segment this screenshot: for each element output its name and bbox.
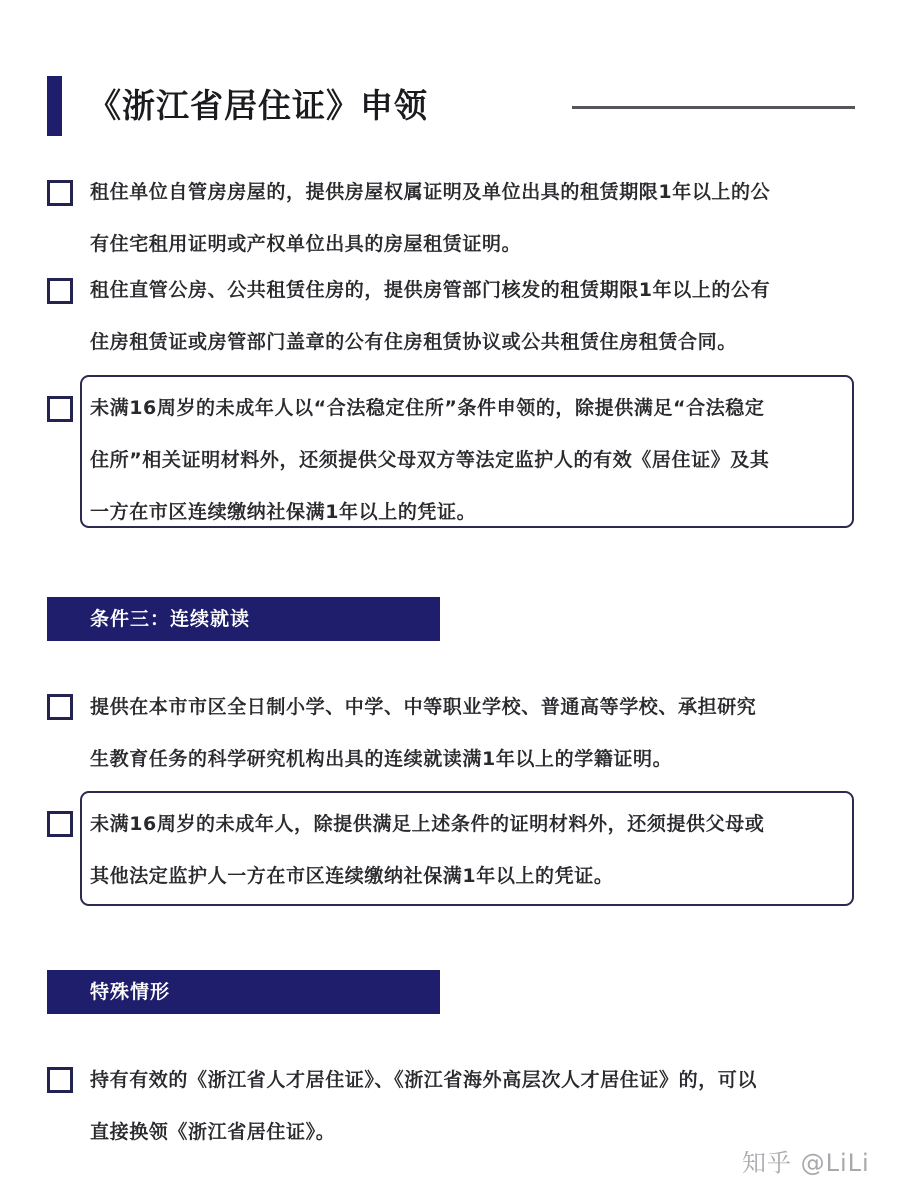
item-text-line: 未满16周岁的未成年人，除提供满足上述条件的证明材料外，还须提供父母或 [90, 813, 765, 835]
section-label: 特殊情形 [90, 981, 171, 1003]
checklist-item [47, 811, 857, 911]
page-title: 《浙江省居住证》申领 [88, 86, 428, 125]
item-text [90, 166, 857, 270]
item-text-line: 提供在本市市区全日制小学、中学、中等职业学校、普通高等学校、承担研究 [90, 696, 757, 718]
checklist-item [47, 1067, 857, 1167]
item-text-line: 租住直管公房、公共租赁住房的，提供房管部门核发的租赁期限1年以上的公有 [90, 279, 771, 301]
watermark: 知乎 @LiLi [742, 1149, 870, 1177]
checkbox[interactable] [47, 278, 73, 304]
section-header-study [47, 597, 440, 641]
item-text-line: 租住单位自管房房屋的，提供房屋权属证明及单位出具的租赁期限1年以上的公 [90, 181, 771, 203]
checkbox[interactable] [47, 1067, 73, 1093]
item-text-line: 住所”相关证明材料外，还须提供父母双方等法定监护人的有效《居住证》及其 [90, 449, 770, 471]
section-label: 条件三：连续就读 [90, 608, 251, 630]
checkbox[interactable] [47, 811, 73, 837]
item-text-line: 有住宅租用证明或产权单位出具的房屋租赁证明。 [90, 233, 522, 255]
title-accent-bar [47, 76, 62, 136]
section-header-special [47, 970, 440, 1014]
checkbox[interactable] [47, 396, 73, 422]
item-text-line: 持有有效的《浙江省人才居住证》、《浙江省海外高层次人才居住证》的，可以 [90, 1069, 758, 1091]
item-text [90, 798, 857, 902]
item-text-line: 其他法定监护人一方在市区连续缴纳社保满1年以上的凭证。 [90, 865, 614, 887]
item-text-line: 住房租赁证或房管部门盖章的公有住房租赁协议或公共租赁住房租赁合同。 [90, 331, 737, 353]
title-divider [572, 106, 855, 109]
item-text [90, 382, 857, 538]
item-text [90, 681, 857, 785]
item-text-line: 直接换领《浙江省居住证》。 [90, 1121, 336, 1143]
checklist-item [47, 276, 857, 386]
checklist-item [47, 694, 857, 804]
item-text-line: 生教育任务的科学研究机构出具的连续就读满1年以上的学籍证明。 [90, 748, 673, 770]
checkbox[interactable] [47, 694, 73, 720]
item-text-line: 一方在市区连续缴纳社保满1年以上的凭证。 [90, 501, 477, 523]
checklist-item [47, 396, 857, 536]
checkbox[interactable] [47, 180, 73, 206]
item-text-line: 未满16周岁的未成年人以“合法稳定住所”条件申领的，除提供满足“合法稳定 [90, 397, 765, 419]
item-text [90, 264, 857, 368]
